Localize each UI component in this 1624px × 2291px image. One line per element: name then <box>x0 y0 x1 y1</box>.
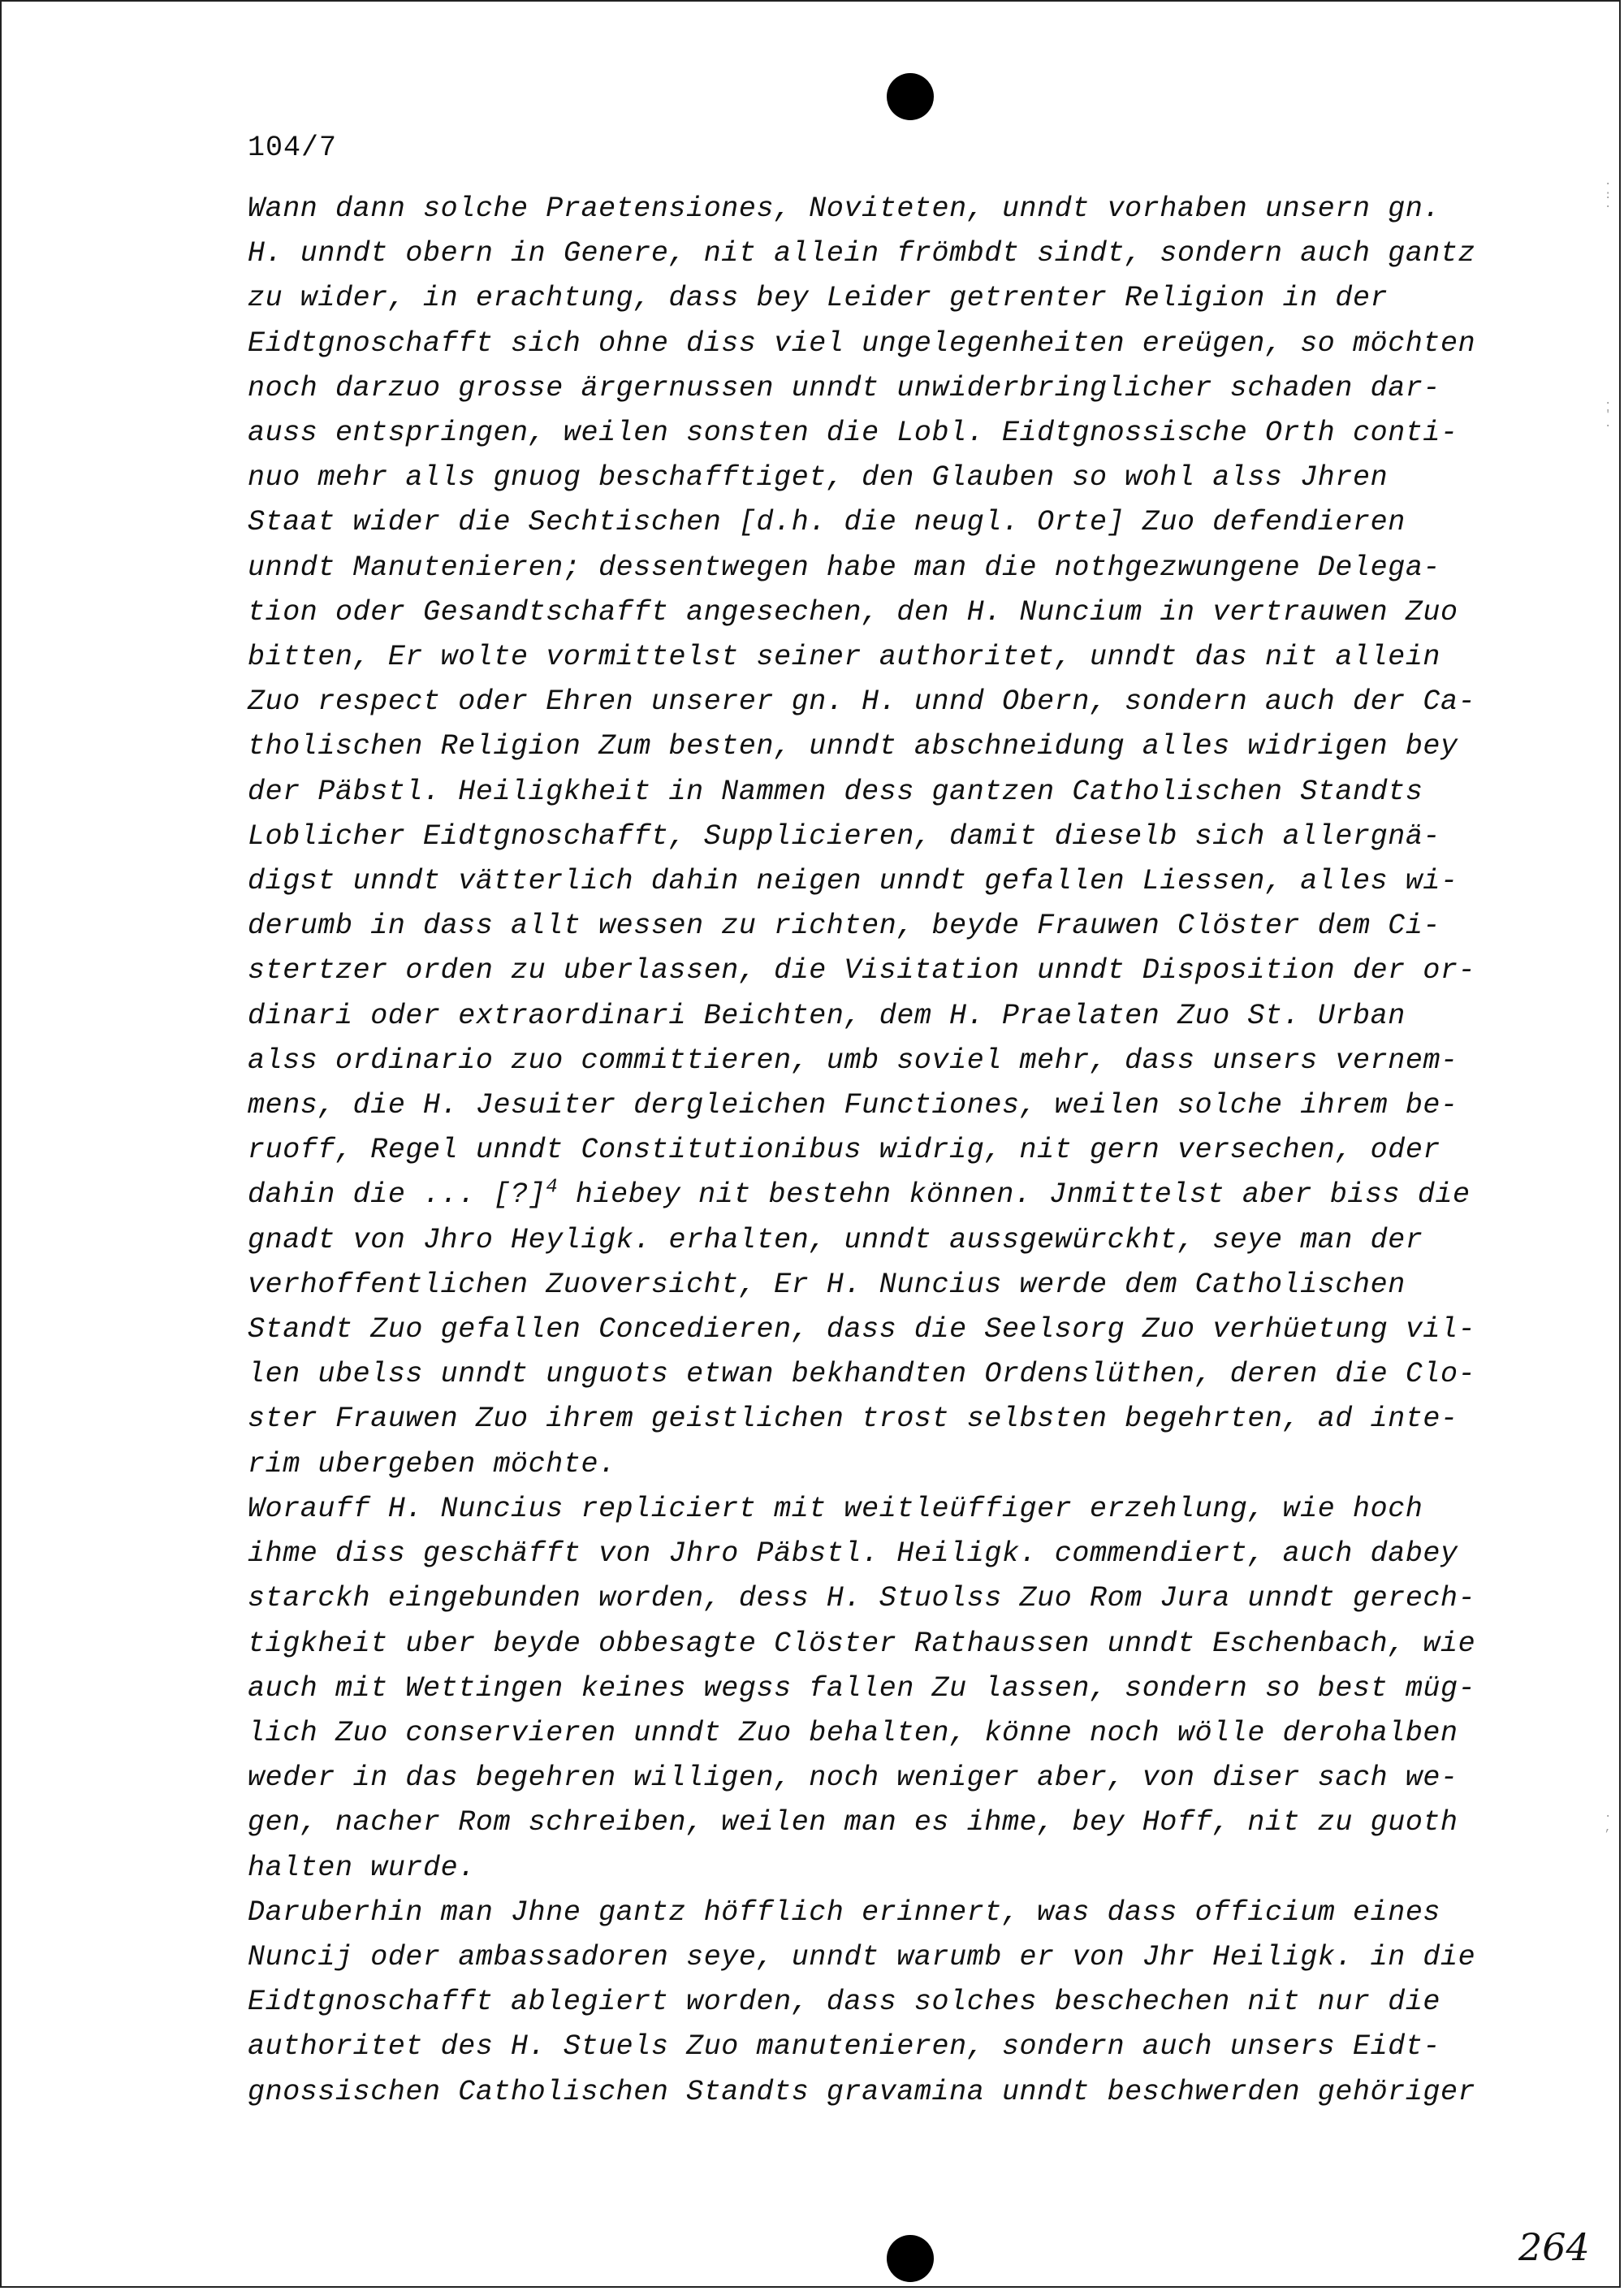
text-line: Wann dann solche Praetensiones, Noviteten, unndt vorhaben unsern gn. <box>248 192 1441 225</box>
text-line: auss entspringen, weilen sonsten die Lobl. Eidtgnossische Orth conti- <box>248 417 1458 450</box>
page-reference: 104/7 <box>248 132 338 164</box>
text-line: lich Zuo conservieren unndt Zuo behalten, könne noch wölle derohalben <box>248 1716 1458 1749</box>
text-line: derumb in dass allt wessen zu richten, beyde Frauwen Clöster dem Ci- <box>248 910 1441 943</box>
text-line: Eidtgnoschafft sich ohne diss viel ungelegenheiten ereügen, so möchten <box>248 326 1476 360</box>
text-line: verhoffentlichen Zuoversicht, Er H. Nuncius werde dem Catholischen <box>248 1268 1406 1301</box>
text-line: Staat wider die Sechtischen [d.h. die neugl. Orte] Zuo defendieren <box>248 506 1406 539</box>
text-line: dinari oder extraordinari Beichten, dem H. Praelaten Zuo St. Urban <box>248 999 1406 1032</box>
text-segment: dahin die ... [?] <box>248 1178 546 1212</box>
text-line: tion oder Gesandtschafft angesechen, den H. Nuncium in vertrauwen Zuo <box>248 595 1458 629</box>
text-line: Nuncij oder ambassadoren seye, unndt warumb er von Jhr Heiligk. in die <box>248 1940 1476 1973</box>
text-segment: hiebey nit bestehn können. Jnmittelst aber biss die <box>558 1178 1471 1212</box>
text-line: stertzer orden zu uberlassen, die Visitation unndt Disposition der or- <box>248 954 1476 988</box>
punch-hole-top <box>887 73 934 120</box>
text-line: gen, nacher Rom schreiben, weilen man es ihme, bey Hoff, nit zu guoth <box>248 1806 1458 1839</box>
text-line: Zuo respect oder Ehren unserer gn. H. unnd Obern, sondern auch der Ca- <box>248 685 1476 719</box>
text-line: zu wider, in erachtung, dass bey Leider getrenter Religion in der <box>248 282 1389 315</box>
margin-speckles: · , <box>1605 1810 1612 1835</box>
text-line: Standt Zuo gefallen Concedieren, dass die Seelsorg Zuo verhüetung vil- <box>248 1313 1476 1347</box>
text-line: ihme diss geschäfft von Jhro Päbstl. Heiligk. commendiert, auch dabey <box>248 1537 1458 1571</box>
text-line: gnossischen Catholischen Standts gravamina unndt beschwerden gehöriger <box>248 2075 1476 2108</box>
punch-hole-bottom <box>887 2235 934 2282</box>
text-line: noch darzuo grosse ärgernussen unndt unwiderbringlicher schaden dar- <box>248 371 1441 404</box>
margin-speckles: · ' · <box>1605 397 1612 433</box>
text-line: authoritet des H. Stuels Zuo manutenieren, sondern auch unsers Eidt- <box>248 2030 1441 2064</box>
text-line: Worauff H. Nuncius repliciert mit weitleüffiger erzehlung, wie hoch <box>248 1492 1423 1525</box>
text-line: ruoff, Regel unndt Constitutionibus widrig, nit gern versechen, oder <box>248 1134 1441 1167</box>
text-line: H. unndt obern in Genere, nit allein frömbdt sindt, sondern auch gantz <box>248 237 1476 270</box>
text-line: starckh eingebunden worden, dess H. Stuolss Zuo Rom Jura unndt gerech- <box>248 1582 1476 1615</box>
text-line: Loblicher Eidtgnoschafft, Supplicieren, damit dieselb sich allergnä- <box>248 819 1441 853</box>
text-line: mens, die H. Jesuiter dergleichen Functiones, weilen solche ihrem be- <box>248 1089 1458 1122</box>
text-line: digst unndt vätterlich dahin neigen unndt gefallen Liessen, alles wi- <box>248 865 1458 898</box>
margin-speckles: · : · <box>1605 178 1612 214</box>
text-line: len ubelss unndt unguots etwan bekhandten Ordenslüthen, deren die Clo- <box>248 1358 1476 1391</box>
text-line: tholischen Religion Zum besten, unndt abschneidung alles widrigen bey <box>248 730 1458 763</box>
text-line: nuo mehr alls gnuog beschafftiget, den Glauben so wohl alss Jhren <box>248 461 1389 495</box>
footnote-marker[interactable]: 4 <box>546 1176 559 1199</box>
text-line: halten wurde. <box>248 1851 476 1884</box>
text-line: weder in das begehren willigen, noch weniger aber, von diser sach we- <box>248 1761 1458 1795</box>
text-line: rim ubergeben möchte. <box>248 1447 616 1481</box>
text-line-with-footnote <box>248 1173 1498 1217</box>
text-line: der Päbstl. Heiligkheit in Nammen dess gantzen Catholischen Standts <box>248 775 1423 808</box>
text-line: ster Frauwen Zuo ihrem geistlichen trost selbsten begehrten, ad inte- <box>248 1403 1458 1436</box>
text-line: Daruberhin man Jhne gantz höfflich erinnert, was dass officium eines <box>248 1895 1441 1929</box>
text-line: alss ordinario zuo committieren, umb soviel mehr, dass unsers vernem- <box>248 1044 1458 1077</box>
text-line: gnadt von Jhro Heyligk. erhalten, unndt aussgewürckht, seye man der <box>248 1223 1423 1256</box>
document-body <box>248 187 1498 2115</box>
text-line: Eidtgnoschafft ablegiert worden, dass solches beschechen nit nur die <box>248 1986 1441 2019</box>
text-line: auch mit Wettingen keines wegss fallen Zu lassen, sondern so best müg- <box>248 1671 1476 1705</box>
text-line: tigkheit uber beyde obbesagte Clöster Rathaussen unndt Eschenbach, wie <box>248 1627 1476 1660</box>
text-line: bitten, Er wolte vormittelst seiner authoritet, unndt das nit allein <box>248 641 1441 674</box>
folio-number: 264 <box>1518 2225 1590 2269</box>
text-line: unndt Manutenieren; dessentwegen habe man die nothgezwungene Delega- <box>248 551 1441 584</box>
